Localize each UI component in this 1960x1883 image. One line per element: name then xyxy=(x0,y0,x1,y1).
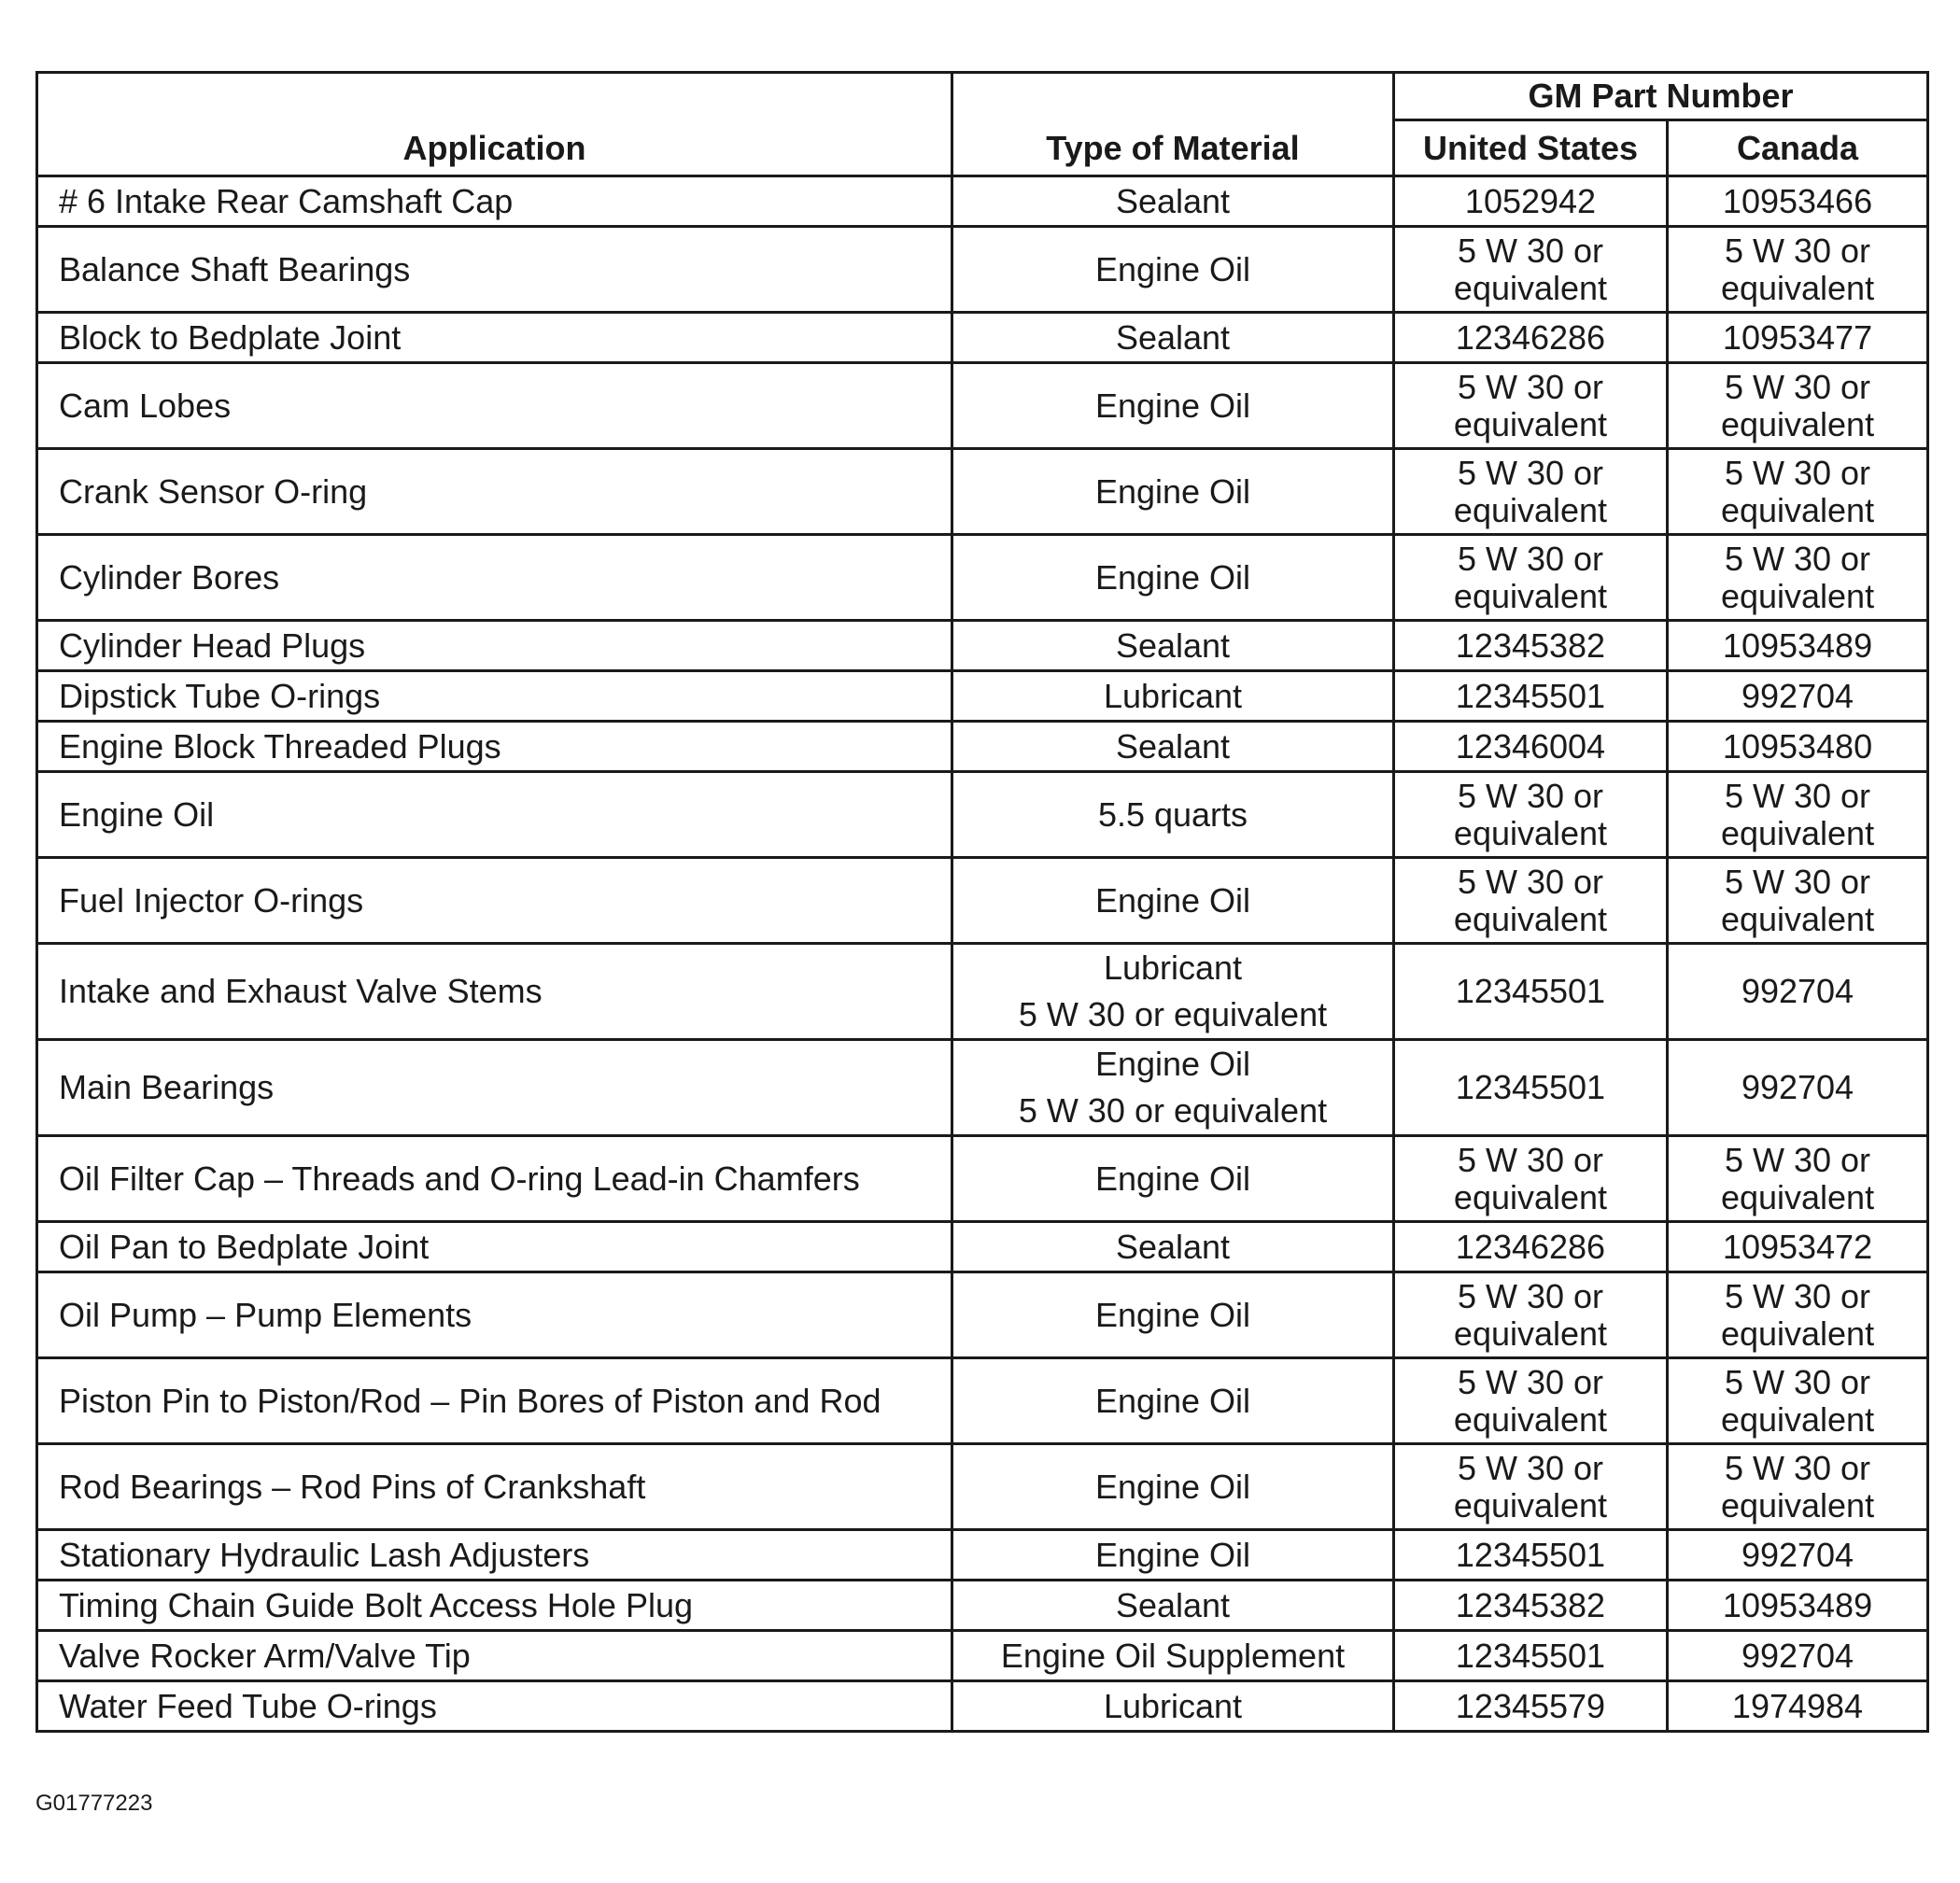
table-row xyxy=(37,671,1928,722)
application-cell: Fuel Injector O-rings xyxy=(37,858,952,944)
material-cell-text: Sealant xyxy=(1115,726,1231,766)
table-row xyxy=(37,1581,1928,1631)
us-part-cell-text: equivalent xyxy=(1453,268,1608,307)
us-part-cell-text: 1052942 xyxy=(1464,181,1597,220)
canada-part-cell xyxy=(1668,1581,1928,1631)
canada-part-cell-text: 10953472 xyxy=(1722,1227,1873,1266)
canada-part-cell xyxy=(1668,772,1928,858)
application-cell: Valve Rocker Arm/Valve Tip xyxy=(37,1631,952,1681)
table-row xyxy=(37,772,1928,858)
canada-part-cell xyxy=(1668,449,1928,535)
application-cell: # 6 Intake Rear Camshaft Cap xyxy=(37,176,952,227)
material-cell xyxy=(952,1358,1394,1444)
header-united-states: United States xyxy=(1394,120,1668,176)
us-part-cell-text: equivalent xyxy=(1453,1399,1608,1439)
us-part-cell xyxy=(1394,535,1668,621)
us-part-cell-text: 12345501 xyxy=(1455,1068,1606,1106)
material-cell-text: Engine Oil xyxy=(1094,471,1251,511)
canada-part-cell xyxy=(1668,722,1928,772)
material-cell xyxy=(952,313,1394,363)
material-cell-text: Engine Oil Supplement xyxy=(1000,1636,1346,1675)
material-cell-text: 5 W 30 or equivalent xyxy=(1018,1091,1328,1130)
table-row xyxy=(37,944,1928,1040)
table-row xyxy=(37,227,1928,313)
us-part-cell-text: 5 W 30 or xyxy=(1457,453,1604,492)
us-part-cell xyxy=(1394,722,1668,772)
canada-part-cell-text: 10953489 xyxy=(1722,625,1873,665)
material-cell-text: Engine Oil xyxy=(1094,880,1251,920)
material-cell xyxy=(952,944,1394,1040)
table-row xyxy=(37,1222,1928,1272)
us-part-cell xyxy=(1394,1444,1668,1530)
us-part-cell-text: 12345501 xyxy=(1455,676,1606,715)
us-part-cell-text: equivalent xyxy=(1453,1485,1608,1525)
us-part-cell-text: equivalent xyxy=(1453,404,1608,443)
canada-part-cell-text: 5 W 30 or xyxy=(1724,539,1871,578)
us-part-cell xyxy=(1394,1358,1668,1444)
canada-part-cell-text: 992704 xyxy=(1741,1636,1854,1675)
material-cell-text: Engine Oil xyxy=(1094,1295,1251,1334)
material-cell-text: 5 W 30 or equivalent xyxy=(1018,995,1328,1033)
us-part-cell xyxy=(1394,944,1668,1040)
us-part-cell-text: 5 W 30 or xyxy=(1457,1140,1604,1179)
table-row xyxy=(37,313,1928,363)
header-application: Application xyxy=(37,73,952,176)
us-part-cell-text: 5 W 30 or xyxy=(1457,367,1604,406)
canada-part-cell-text: equivalent xyxy=(1720,1314,1875,1353)
material-cell xyxy=(952,535,1394,621)
us-part-cell-text: 12345382 xyxy=(1455,1585,1606,1624)
application-cell: Cam Lobes xyxy=(37,363,952,449)
application-cell: Oil Pan to Bedplate Joint xyxy=(37,1222,952,1272)
material-cell xyxy=(952,1530,1394,1581)
material-cell xyxy=(952,176,1394,227)
canada-part-cell-text: 10953466 xyxy=(1722,181,1873,220)
canada-part-cell xyxy=(1668,1681,1928,1732)
canada-part-cell-text: 5 W 30 or xyxy=(1724,862,1871,901)
lubricant-sealant-table xyxy=(35,71,1929,1733)
material-cell xyxy=(952,1581,1394,1631)
canada-part-cell-text: 992704 xyxy=(1741,676,1854,715)
canada-part-cell xyxy=(1668,176,1928,227)
canada-part-cell-text: 5 W 30 or xyxy=(1724,1140,1871,1179)
application-cell: Timing Chain Guide Bolt Access Hole Plug xyxy=(37,1581,952,1631)
us-part-cell-text: 12346286 xyxy=(1455,317,1606,357)
material-cell-text: Engine Oil xyxy=(1094,386,1251,425)
application-cell: Crank Sensor O-ring xyxy=(37,449,952,535)
us-part-cell xyxy=(1394,313,1668,363)
material-cell xyxy=(952,1681,1394,1732)
material-cell xyxy=(952,858,1394,944)
application-cell: Balance Shaft Bearings xyxy=(37,227,952,313)
table-row xyxy=(37,1272,1928,1358)
us-part-cell xyxy=(1394,1631,1668,1681)
us-part-cell-text: 12345382 xyxy=(1455,625,1606,665)
us-part-cell xyxy=(1394,363,1668,449)
us-part-cell xyxy=(1394,1222,1668,1272)
header-gm-part-number: GM Part Number xyxy=(1394,73,1928,120)
application-cell: Piston Pin to Piston/Rod – Pin Bores of Piston and Rod xyxy=(37,1358,952,1444)
canada-part-cell xyxy=(1668,1530,1928,1581)
material-cell xyxy=(952,1222,1394,1272)
canada-part-cell xyxy=(1668,1358,1928,1444)
us-part-cell-text: equivalent xyxy=(1453,576,1608,615)
application-cell: Water Feed Tube O-rings xyxy=(37,1681,952,1732)
canada-part-cell xyxy=(1668,535,1928,621)
material-cell-text: 5.5 quarts xyxy=(1097,794,1248,834)
table-row xyxy=(37,535,1928,621)
material-cell xyxy=(952,227,1394,313)
us-part-cell xyxy=(1394,1272,1668,1358)
material-cell xyxy=(952,1272,1394,1358)
table-row xyxy=(37,1136,1928,1222)
canada-part-cell-text: equivalent xyxy=(1720,268,1875,307)
material-cell-text: Lubricant xyxy=(1103,949,1243,987)
us-part-cell xyxy=(1394,621,1668,671)
material-cell-text: Sealant xyxy=(1115,1585,1231,1624)
us-part-cell-text: 5 W 30 or xyxy=(1457,1448,1604,1487)
material-cell-text: Lubricant xyxy=(1103,676,1243,715)
canada-part-cell-text: 5 W 30 or xyxy=(1724,1448,1871,1487)
us-part-cell-text: equivalent xyxy=(1453,813,1608,852)
canada-part-cell-text: equivalent xyxy=(1720,490,1875,529)
canada-part-cell-text: 5 W 30 or xyxy=(1724,776,1871,815)
us-part-cell-text: equivalent xyxy=(1453,1177,1608,1216)
material-cell-text: Lubricant xyxy=(1103,1686,1243,1725)
canada-part-cell-text: 992704 xyxy=(1741,1068,1854,1106)
canada-part-cell-text: 5 W 30 or xyxy=(1724,1276,1871,1315)
canada-part-cell-text: 1974984 xyxy=(1731,1686,1864,1725)
material-cell-text: Sealant xyxy=(1115,317,1231,357)
application-cell: Engine Block Threaded Plugs xyxy=(37,722,952,772)
header-type-of-material: Type of Material xyxy=(952,73,1394,176)
us-part-cell xyxy=(1394,1530,1668,1581)
material-cell-text: Sealant xyxy=(1115,1227,1231,1266)
us-part-cell xyxy=(1394,671,1668,722)
material-cell-text: Engine Oil xyxy=(1094,1381,1251,1420)
material-cell-text: Sealant xyxy=(1115,625,1231,665)
application-cell: Intake and Exhaust Valve Stems xyxy=(37,944,952,1040)
canada-part-cell xyxy=(1668,1444,1928,1530)
us-part-cell-text: 5 W 30 or xyxy=(1457,231,1604,270)
table-row xyxy=(37,363,1928,449)
canada-part-cell-text: equivalent xyxy=(1720,576,1875,615)
header-canada: Canada xyxy=(1668,120,1928,176)
us-part-cell xyxy=(1394,1681,1668,1732)
material-cell xyxy=(952,1631,1394,1681)
table-body xyxy=(37,176,1928,1732)
application-cell: Oil Pump – Pump Elements xyxy=(37,1272,952,1358)
canada-part-cell-text: equivalent xyxy=(1720,1177,1875,1216)
canada-part-cell-text: equivalent xyxy=(1720,1485,1875,1525)
material-cell xyxy=(952,722,1394,772)
application-cell: Rod Bearings – Rod Pins of Crankshaft xyxy=(37,1444,952,1530)
us-part-cell-text: 5 W 30 or xyxy=(1457,1276,1604,1315)
material-cell xyxy=(952,449,1394,535)
material-cell xyxy=(952,363,1394,449)
us-part-cell xyxy=(1394,176,1668,227)
table-row xyxy=(37,722,1928,772)
table-row xyxy=(37,176,1928,227)
canada-part-cell xyxy=(1668,1631,1928,1681)
us-part-cell xyxy=(1394,858,1668,944)
canada-part-cell xyxy=(1668,227,1928,313)
material-cell xyxy=(952,1040,1394,1136)
application-cell: Cylinder Bores xyxy=(37,535,952,621)
canada-part-cell xyxy=(1668,1222,1928,1272)
canada-part-cell-text: equivalent xyxy=(1720,404,1875,443)
us-part-cell-text: equivalent xyxy=(1453,1314,1608,1353)
material-cell xyxy=(952,1444,1394,1530)
canada-part-cell xyxy=(1668,363,1928,449)
table-row xyxy=(37,1530,1928,1581)
canada-part-cell-text: equivalent xyxy=(1720,1399,1875,1439)
application-cell: Cylinder Head Plugs xyxy=(37,621,952,671)
table-row xyxy=(37,1040,1928,1136)
canada-part-cell-text: 5 W 30 or xyxy=(1724,231,1871,270)
table-header xyxy=(37,73,1928,176)
application-cell: Main Bearings xyxy=(37,1040,952,1136)
us-part-cell xyxy=(1394,1040,1668,1136)
us-part-cell-text: 12346004 xyxy=(1455,726,1606,766)
material-cell-text: Engine Oil xyxy=(1094,1045,1251,1083)
us-part-cell xyxy=(1394,1136,1668,1222)
material-cell-text: Sealant xyxy=(1115,181,1231,220)
us-part-cell-text: 5 W 30 or xyxy=(1457,862,1604,901)
table-row xyxy=(37,1358,1928,1444)
canada-part-cell-text: 992704 xyxy=(1741,1535,1854,1574)
us-part-cell-text: 12345579 xyxy=(1455,1686,1606,1725)
material-cell-text: Engine Oil xyxy=(1094,1159,1251,1198)
application-cell: Block to Bedplate Joint xyxy=(37,313,952,363)
canada-part-cell-text: 10953489 xyxy=(1722,1585,1873,1624)
canada-part-cell-text: equivalent xyxy=(1720,813,1875,852)
material-cell-text: Engine Oil xyxy=(1094,249,1251,288)
canada-part-cell xyxy=(1668,1272,1928,1358)
table-row xyxy=(37,858,1928,944)
us-part-cell-text: 5 W 30 or xyxy=(1457,776,1604,815)
application-cell: Dipstick Tube O-rings xyxy=(37,671,952,722)
us-part-cell xyxy=(1394,449,1668,535)
application-cell: Engine Oil xyxy=(37,772,952,858)
canada-part-cell xyxy=(1668,671,1928,722)
application-cell: Stationary Hydraulic Lash Adjusters xyxy=(37,1530,952,1581)
canada-part-cell-text: 5 W 30 or xyxy=(1724,367,1871,406)
figure-id: G01777223 xyxy=(35,1791,153,1816)
table-row xyxy=(37,1681,1928,1732)
us-part-cell-text: 5 W 30 or xyxy=(1457,1362,1604,1401)
canada-part-cell xyxy=(1668,1040,1928,1136)
table-row xyxy=(37,621,1928,671)
canada-part-cell-text: 5 W 30 or xyxy=(1724,1362,1871,1401)
canada-part-cell xyxy=(1668,1136,1928,1222)
us-part-cell-text: 12345501 xyxy=(1455,1636,1606,1675)
application-cell: Oil Filter Cap – Threads and O-ring Lead-in Chamfers xyxy=(37,1136,952,1222)
us-part-cell-text: 5 W 30 or xyxy=(1457,539,1604,578)
canada-part-cell-text: equivalent xyxy=(1720,899,1875,938)
us-part-cell xyxy=(1394,772,1668,858)
us-part-cell-text: 12346286 xyxy=(1455,1227,1606,1266)
table-row xyxy=(37,449,1928,535)
canada-part-cell xyxy=(1668,313,1928,363)
us-part-cell xyxy=(1394,227,1668,313)
material-cell xyxy=(952,671,1394,722)
us-part-cell-text: equivalent xyxy=(1453,899,1608,938)
material-cell-text: Engine Oil xyxy=(1094,1535,1251,1574)
table-row xyxy=(37,1444,1928,1530)
canada-part-cell-text: 10953477 xyxy=(1722,317,1873,357)
canada-part-cell xyxy=(1668,621,1928,671)
canada-part-cell-text: 5 W 30 or xyxy=(1724,453,1871,492)
us-part-cell-text: 12345501 xyxy=(1455,1535,1606,1574)
us-part-cell-text: equivalent xyxy=(1453,490,1608,529)
material-cell-text: Engine Oil xyxy=(1094,1467,1251,1506)
canada-part-cell xyxy=(1668,944,1928,1040)
us-part-cell-text: 12345501 xyxy=(1455,972,1606,1010)
material-cell xyxy=(952,772,1394,858)
material-cell xyxy=(952,621,1394,671)
table-row xyxy=(37,1631,1928,1681)
canada-part-cell-text: 10953480 xyxy=(1722,726,1873,766)
material-cell xyxy=(952,1136,1394,1222)
canada-part-cell-text: 992704 xyxy=(1741,972,1854,1010)
canada-part-cell xyxy=(1668,858,1928,944)
material-cell-text: Engine Oil xyxy=(1094,557,1251,597)
us-part-cell xyxy=(1394,1581,1668,1631)
